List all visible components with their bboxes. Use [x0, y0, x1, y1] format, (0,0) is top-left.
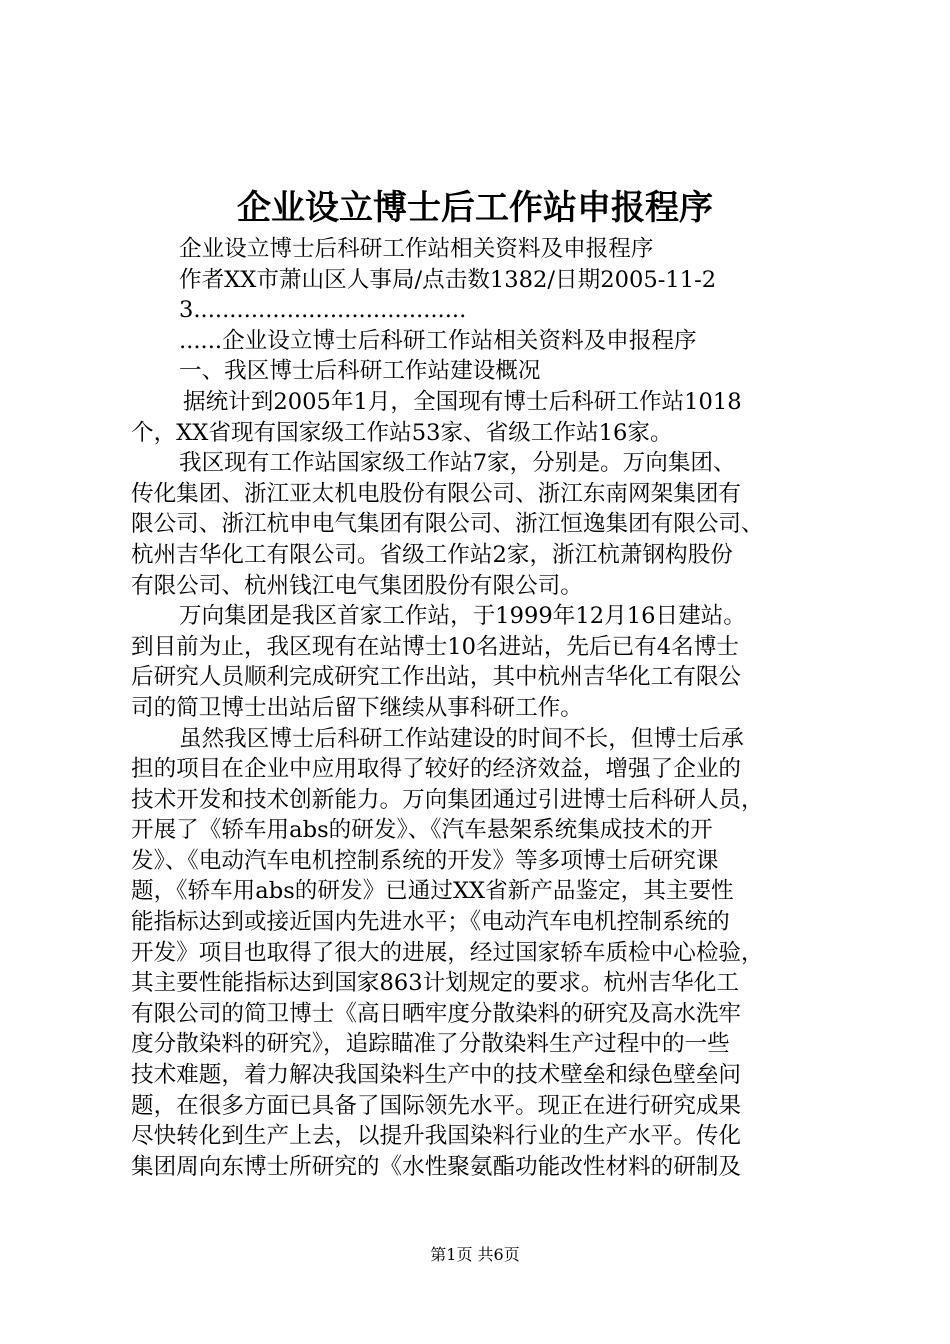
- body-line: 万向集团是我区首家工作站，于1999年12月16日建站。: [179, 603, 746, 630]
- body-line: 据统计到2005年1月，全国现有博士后科研工作站1018: [183, 388, 742, 415]
- body-line: 一、我区博士后科研工作站建设概况: [179, 358, 541, 385]
- body-line: 技术难题，着力解决我国染料生产中的技术壁垒和绿色壁垒问: [131, 1062, 742, 1089]
- body-line: ......企业设立博士后科研工作站相关资料及申报程序: [179, 327, 697, 354]
- body-line: 有限公司的简卫博士《高日晒牢度分散染料的研究及高水洗牢: [131, 1000, 742, 1027]
- body-line: 技术开发和技术创新能力。万向集团通过引进博士后科研人员，: [131, 786, 764, 813]
- body-line: 个，XX省现有国家级工作站53家、省级工作站16家。: [131, 419, 673, 446]
- body-line: 传化集团、浙江亚太机电股份有限公司、浙江东南网架集团有: [131, 480, 742, 507]
- body-line: 有限公司、杭州钱江电气集团股份有限公司。: [131, 572, 583, 599]
- document-body: [131, 234, 831, 1182]
- body-line: 发》、《电动汽车电机控制系统的开发》等多项博士后研究课: [131, 847, 719, 874]
- body-line: 虽然我区博士后科研工作站建设的时间不长，但博士后承: [179, 725, 744, 752]
- body-line: 司的简卫博士出站后留下继续从事科研工作。: [131, 694, 583, 721]
- body-line: 尽快转化到生产上去，以提升我国染料行业的生产水平。传化: [131, 1123, 742, 1150]
- page-footer: 第1页 共6页: [430, 1245, 520, 1264]
- body-line: 担的项目在企业中应用取得了较好的经济效益，增强了企业的: [131, 756, 742, 783]
- body-line: 题，《轿车用abs的研发》已通过XX省新产品鉴定，其主要性: [131, 878, 734, 905]
- body-line: 题，在很多方面已具备了国际领先水平。现正在进行研究成果: [131, 1092, 742, 1119]
- body-line: 其主要性能指标达到国家863计划规定的要求。杭州吉华化工: [131, 970, 739, 997]
- body-line: 限公司、浙江杭申电气集团有限公司、浙江恒逸集团有限公司、: [131, 511, 764, 538]
- body-line: 企业设立博士后科研工作站相关资料及申报程序: [179, 236, 654, 262]
- body-line: 3......................................: [179, 297, 467, 324]
- body-line: 到目前为止，我区现有在站博士10名进站，先后已有4名博士: [131, 633, 739, 660]
- body-line: 我区现有工作站国家级工作站7家，分别是。万向集团、: [179, 450, 736, 477]
- body-line: 杭州吉华化工有限公司。省级工作站2家，浙江杭萧钢构股份: [131, 541, 733, 568]
- body-line: 开展了《轿车用abs的研发》、《汽车悬架系统集成技术的开: [131, 817, 713, 844]
- body-line: 后研究人员顺利完成研究工作出站，其中杭州吉华化工有限公: [131, 664, 742, 691]
- document-title: 企业设立博士后工作站申报程序: [237, 188, 713, 228]
- body-line: 作者XX市萧山区人事局/点击数1382/日期2005-11-2: [179, 266, 717, 293]
- body-line: 能指标达到或接近国内先进水平；《电动汽车电机控制系统的: [131, 909, 730, 936]
- body-line: 度分散染料的研究》，追踪瞄准了分散染料生产过程中的一些: [131, 1031, 730, 1058]
- body-line: 开发》项目也取得了很大的进展，经过国家轿车质检中心检验，: [131, 939, 764, 966]
- body-line: 集团周向东博士所研究的《水性聚氨酯功能改性材料的研制及: [131, 1153, 742, 1180]
